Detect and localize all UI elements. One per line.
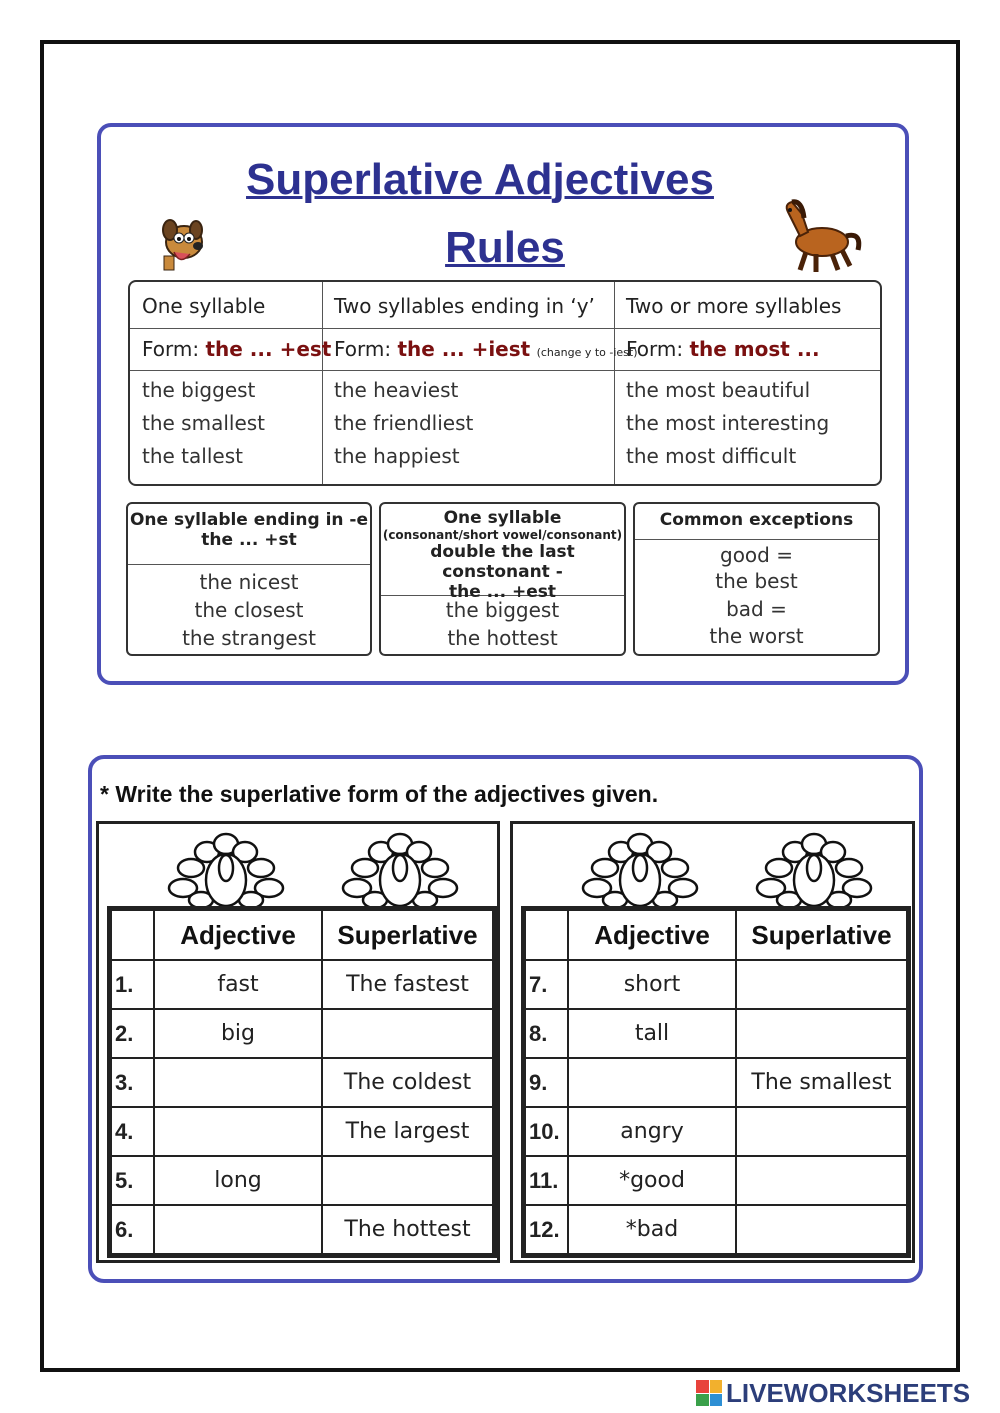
examples: the biggest the smallest the tallest — [142, 378, 266, 468]
table-row — [111, 1205, 493, 1254]
table-row — [525, 960, 907, 1009]
rules-column-two-syllables-y — [322, 282, 638, 484]
exercise-grid-right — [521, 906, 911, 1258]
table-row — [111, 1107, 493, 1156]
column-header: One syllable — [142, 294, 266, 318]
row-number: 6. — [111, 1205, 154, 1254]
logo-mark-icon — [696, 1380, 722, 1406]
superlative-cell[interactable]: The coldest — [322, 1058, 493, 1107]
table-row — [525, 1009, 907, 1058]
worksheet-left — [96, 821, 500, 1263]
table-row — [111, 1009, 493, 1058]
form-rule: Form: the most ... — [626, 337, 820, 361]
table-row — [525, 1058, 907, 1107]
adjective-cell[interactable]: tall — [568, 1009, 736, 1058]
table-row — [525, 1156, 907, 1205]
superlative-cell[interactable] — [736, 1205, 907, 1254]
table-row — [111, 960, 493, 1009]
adjective-cell[interactable]: long — [154, 1156, 322, 1205]
instruction: * Write the superlative form of the adjectives given. — [100, 781, 659, 807]
adjective-cell[interactable]: *good — [568, 1156, 736, 1205]
column-header: Two syllables ending in ‘y’ — [334, 294, 595, 318]
examples: the heaviest the friendliest the happiest — [334, 378, 474, 468]
superlative-cell[interactable] — [736, 1107, 907, 1156]
adjective-cell[interactable] — [154, 1058, 322, 1107]
rule-box-exceptions: Common exceptions good = the best bad = the worst — [633, 502, 880, 656]
row-number: 9. — [525, 1058, 568, 1107]
superlative-cell[interactable] — [736, 960, 907, 1009]
table-row — [525, 1107, 907, 1156]
examples: the most beautiful the most interesting the most difficult — [626, 378, 830, 468]
column-header: Two or more syllables — [626, 294, 842, 318]
adjective-cell[interactable]: angry — [568, 1107, 736, 1156]
row-number: 11. — [525, 1156, 568, 1205]
turkey-icon — [749, 830, 879, 916]
superlative-cell[interactable] — [322, 1156, 493, 1205]
row-number: 4. — [111, 1107, 154, 1156]
liveworksheets-logo[interactable] — [696, 1378, 970, 1408]
row-number: 3. — [111, 1058, 154, 1107]
rule-box-double-consonant: One syllable (consonant/short vowel/consonant) double the last constonant - the ... +est the biggest the hottest — [379, 502, 626, 656]
row-number: 5. — [111, 1156, 154, 1205]
row-number: 10. — [525, 1107, 568, 1156]
dog-icon — [150, 212, 212, 274]
rules-column-one-syllable — [130, 282, 332, 484]
adjective-cell[interactable]: *bad — [568, 1205, 736, 1254]
adjective-cell[interactable] — [154, 1107, 322, 1156]
logo-text: LIVEWORKSHEETS — [726, 1377, 971, 1408]
exercise-grid-left — [107, 906, 497, 1258]
page-title: Superlative Adjectives — [246, 155, 714, 204]
adjective-cell[interactable] — [568, 1058, 736, 1107]
adjective-cell[interactable]: short — [568, 960, 736, 1009]
turkey-icon — [161, 830, 291, 916]
header-superlative: Superlative — [322, 910, 493, 960]
superlative-cell[interactable]: The fastest — [322, 960, 493, 1009]
row-number: 1. — [111, 960, 154, 1009]
header-adjective: Adjective — [154, 910, 322, 960]
row-number: 12. — [525, 1205, 568, 1254]
superlative-cell[interactable] — [736, 1009, 907, 1058]
row-number: 7. — [525, 960, 568, 1009]
adjective-cell[interactable] — [154, 1205, 322, 1254]
turkey-icon — [335, 830, 465, 916]
table-row — [111, 1058, 493, 1107]
rules-table — [128, 280, 882, 486]
superlative-cell[interactable] — [736, 1156, 907, 1205]
superlative-cell[interactable]: The hottest — [322, 1205, 493, 1254]
worksheet-right — [510, 821, 915, 1263]
adjective-cell[interactable]: big — [154, 1009, 322, 1058]
header-superlative: Superlative — [736, 910, 907, 960]
header-adjective: Adjective — [568, 910, 736, 960]
rules-column-two-or-more — [614, 282, 882, 484]
form-rule: Form: the ... +est — [142, 337, 332, 361]
form-rule: Form: the ... +iest (change y to -iest) — [334, 337, 638, 361]
superlative-cell[interactable] — [322, 1009, 493, 1058]
table-row — [525, 1205, 907, 1254]
row-number: 8. — [525, 1009, 568, 1058]
page-subtitle: Rules — [445, 223, 565, 272]
superlative-cell[interactable]: The largest — [322, 1107, 493, 1156]
row-number: 2. — [111, 1009, 154, 1058]
superlative-cell[interactable]: The smallest — [736, 1058, 907, 1107]
rule-box-ending-e: One syllable ending in -e the ... +st the nicest the closest the strangest — [126, 502, 372, 656]
table-row — [111, 1156, 493, 1205]
adjective-cell[interactable]: fast — [154, 960, 322, 1009]
turkey-icon — [575, 830, 705, 916]
horse-icon — [772, 196, 864, 276]
